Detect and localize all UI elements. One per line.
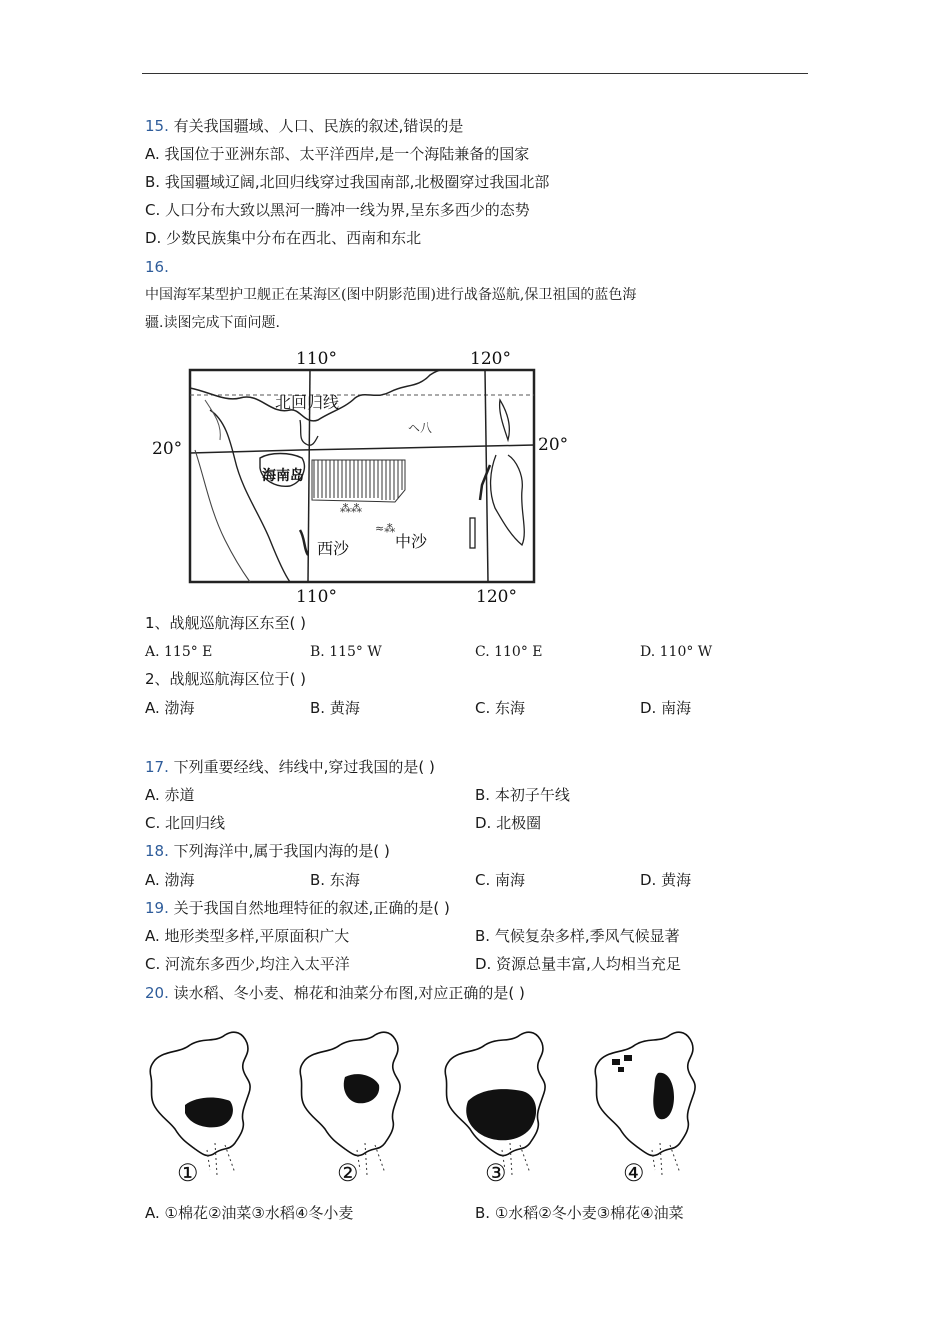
option-d[interactable]: D. 北极圈 (475, 814, 542, 832)
lon-bottom-110: 110° (296, 587, 337, 607)
map-label-2: ② (337, 1159, 359, 1187)
question-16 (145, 257, 169, 277)
sub-question-2: 2、战舰巡航海区位于( ) (145, 670, 307, 688)
option-b[interactable]: B. 气候复杂多样,季风气候显著 (475, 927, 680, 945)
zhongsha-label: 中沙 (395, 532, 428, 551)
option-a[interactable]: A. 渤海 (145, 871, 195, 889)
option-a[interactable]: A. ①棉花②油菜③水稻④冬小麦 (145, 1204, 354, 1222)
map-label-3: ③ (485, 1159, 507, 1187)
lon-bottom-120: 120° (476, 587, 517, 607)
svg-text:⁂⁂: ⁂⁂ (340, 502, 362, 515)
question-18 (145, 841, 390, 861)
option-c[interactable]: C. 南海 (475, 871, 526, 889)
question-19 (145, 898, 450, 918)
south-china-sea-map (150, 340, 580, 610)
option-c[interactable]: C. 河流东多西少,均注入太平洋 (145, 955, 350, 973)
option-c[interactable]: C. 110° E (475, 644, 543, 660)
lon-top-120: 120° (470, 349, 511, 369)
option-d[interactable]: D. 南海 (640, 699, 692, 717)
question-stem: 关于我国自然地理特征的叙述,正确的是( ) (173, 899, 450, 917)
crop-distribution-maps (145, 1015, 725, 1190)
question-stem: 读水稻、冬小麦、棉花和油菜分布图,对应正确的是( ) (173, 984, 525, 1002)
option-a[interactable]: A. 我国位于亚洲东部、太平洋西岸,是一个海陆兼备的国家 (145, 145, 530, 163)
option-d[interactable]: D. 黄海 (640, 871, 692, 889)
question-number: 18. (145, 842, 169, 860)
map-label-1: ① (177, 1159, 199, 1187)
option-a[interactable]: A. 115° E (145, 644, 213, 660)
option-b[interactable]: B. 本初子午线 (475, 786, 570, 804)
question-20 (145, 983, 525, 1003)
question-number: 15. (145, 117, 169, 135)
question-stem: 下列海洋中,属于我国内海的是( ) (173, 842, 390, 860)
sub-question-1: 1、战舰巡航海区东至( ) (145, 614, 307, 632)
option-b[interactable]: B. 115° W (310, 644, 382, 660)
option-a[interactable]: A. 地形类型多样,平原面积广大 (145, 927, 350, 945)
question-15 (145, 116, 463, 136)
xisha-label: 西沙 (317, 539, 350, 558)
lon-top-110: 110° (296, 349, 337, 369)
question-number: 19. (145, 899, 169, 917)
hainan-label: 海南岛 (262, 468, 304, 484)
option-c[interactable]: C. 人口分布大致以黑河一腾冲一线为界,呈东多西少的态势 (145, 201, 530, 219)
option-c[interactable]: C. 北回归线 (145, 814, 226, 832)
option-b[interactable]: B. 东海 (310, 871, 360, 889)
svg-text:≈⁂: ≈⁂ (375, 522, 396, 535)
option-b[interactable]: B. 黄海 (310, 699, 360, 717)
svg-text:ヘ八: ヘ八 (408, 421, 433, 435)
option-b[interactable]: B. 我国疆域辽阔,北回归线穿过我国南部,北极圈穿过我国北部 (145, 173, 550, 191)
header-rule (142, 73, 808, 74)
question-number: 16. (145, 258, 169, 276)
lat-right-20: 20° (538, 435, 569, 455)
question-stem: 下列重要经线、纬线中,穿过我国的是( ) (173, 758, 435, 776)
option-a[interactable]: A. 赤道 (145, 786, 195, 804)
question-intro-line-1: 中国海军某型护卫舰正在某海区(图中阴影范围)进行战备巡航,保卫祖国的蓝色海 (145, 287, 637, 303)
tropic-label: 北回归线 (275, 393, 340, 412)
option-a[interactable]: A. 渤海 (145, 699, 195, 717)
option-c[interactable]: C. 东海 (475, 699, 526, 717)
question-intro-line-2: 疆.读图完成下面问题. (145, 315, 280, 331)
option-d[interactable]: D. 资源总量丰富,人均相当充足 (475, 955, 681, 973)
option-d[interactable]: D. 110° W (640, 644, 713, 660)
option-b[interactable]: B. ①水稻②冬小麦③棉花④油菜 (475, 1204, 684, 1222)
question-stem: 有关我国疆域、人口、民族的叙述,错误的是 (173, 117, 464, 135)
question-17 (145, 757, 435, 777)
question-number: 17. (145, 758, 169, 776)
map-label-4: ④ (623, 1159, 645, 1187)
question-number: 20. (145, 984, 169, 1002)
option-d[interactable]: D. 少数民族集中分布在西北、西南和东北 (145, 229, 422, 247)
lat-left-20: 20° (152, 439, 183, 459)
